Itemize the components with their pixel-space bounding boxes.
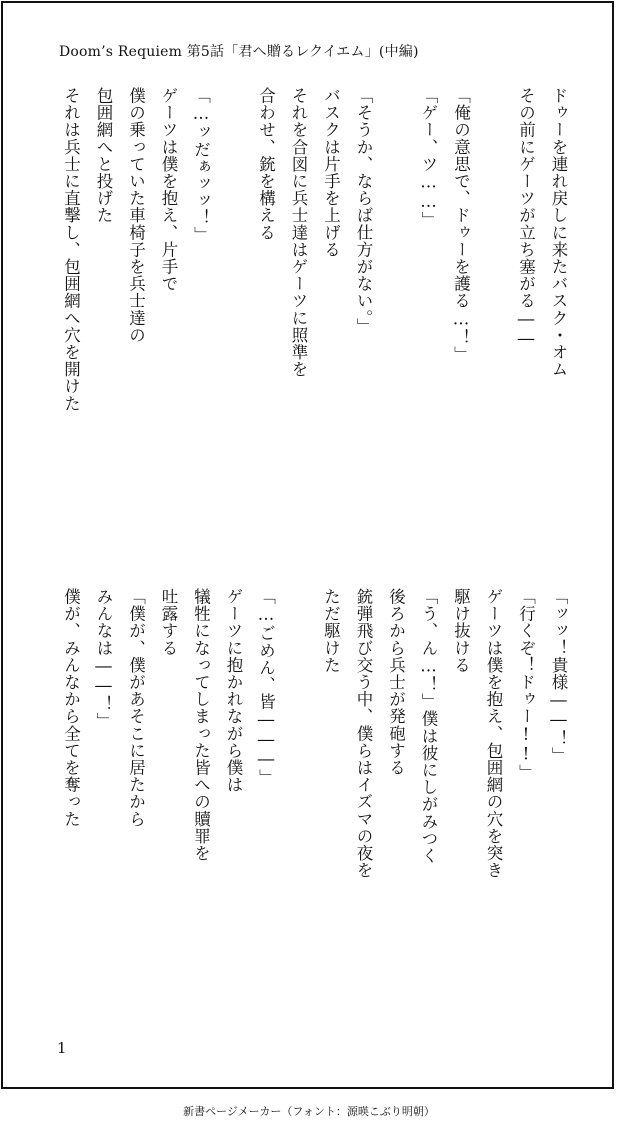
text-line: ドゥーを連れ戻しに来たバスク・オム (549, 87, 568, 378)
text-line: 「僕が、僕があそこに居たから (126, 588, 146, 828)
text-line: 「ゲー、ツ……」 (419, 87, 438, 229)
page-frame (1, 1, 614, 1089)
text-line: バスクは片手を上げる (321, 87, 341, 258)
text-line: それは兵士に直撃し、包囲網へ穴を開けた (61, 87, 81, 412)
blank-line (217, 87, 250, 97)
text-line: 「う、ん…！」僕は彼にしがみつく (419, 588, 438, 865)
text-line: それを合図に兵士達はゲーツに照準を (289, 87, 308, 378)
text-line: ゲーツに抱かれながら僕は (224, 588, 243, 794)
header-title: Doom’s Requiem 第5話「君へ贈るレクイエム」(中編) (59, 44, 419, 60)
text-line: ゲーツは僕を抱え、包囲網の穴を突き (484, 588, 503, 879)
text-block-lower (54, 588, 574, 879)
text-line: その前にゲーツが立ち塞がる―― (516, 87, 536, 349)
text-line: みんなは――！」 (94, 588, 113, 730)
blank-line (477, 87, 510, 97)
text-line: 「俺の意思で、ドゥーを護る…！」 (451, 87, 471, 364)
text-line: 「行くぞ！ドゥー!!」 (516, 588, 536, 782)
text-line: 合わせ、銃を構える (256, 87, 276, 241)
text-line: ただ駆けた (321, 588, 341, 674)
text-line: 後ろから兵士が発砲する (386, 588, 406, 777)
text-line: 「…ッだぁッッ！」 (191, 87, 211, 244)
page-number: 1 (57, 1039, 67, 1057)
text-line: 「…ごめん、皆―――」 (256, 588, 276, 787)
text-line: 吐露する (159, 588, 178, 657)
text-line: 僕の乗っていた車椅子を兵士達の (126, 87, 146, 344)
text-line: 僕が、みんなから全てを奪った (61, 588, 81, 828)
blank-line (379, 87, 412, 97)
text-line: 「そうか、ならば仕方がない。」 (354, 87, 373, 336)
blank-line (282, 588, 315, 598)
text-line: 犠牲になってしまった皆への贖罪を (191, 588, 211, 862)
footer-credit: 新書ページメーカー（フォント：源暎こぶり明朝） (183, 1105, 435, 1118)
text-line: 銃弾飛び交う中、僕らはイズマの夜を (354, 588, 373, 879)
text-line: 駆け抜ける (451, 588, 471, 674)
text-block-upper (54, 87, 574, 412)
text-line: 「ッッ！貴様――！」 (549, 588, 568, 764)
text-line: ゲーツは僕を抱え、片手で (159, 87, 178, 293)
text-line: 包囲網へと投げた (94, 87, 113, 224)
